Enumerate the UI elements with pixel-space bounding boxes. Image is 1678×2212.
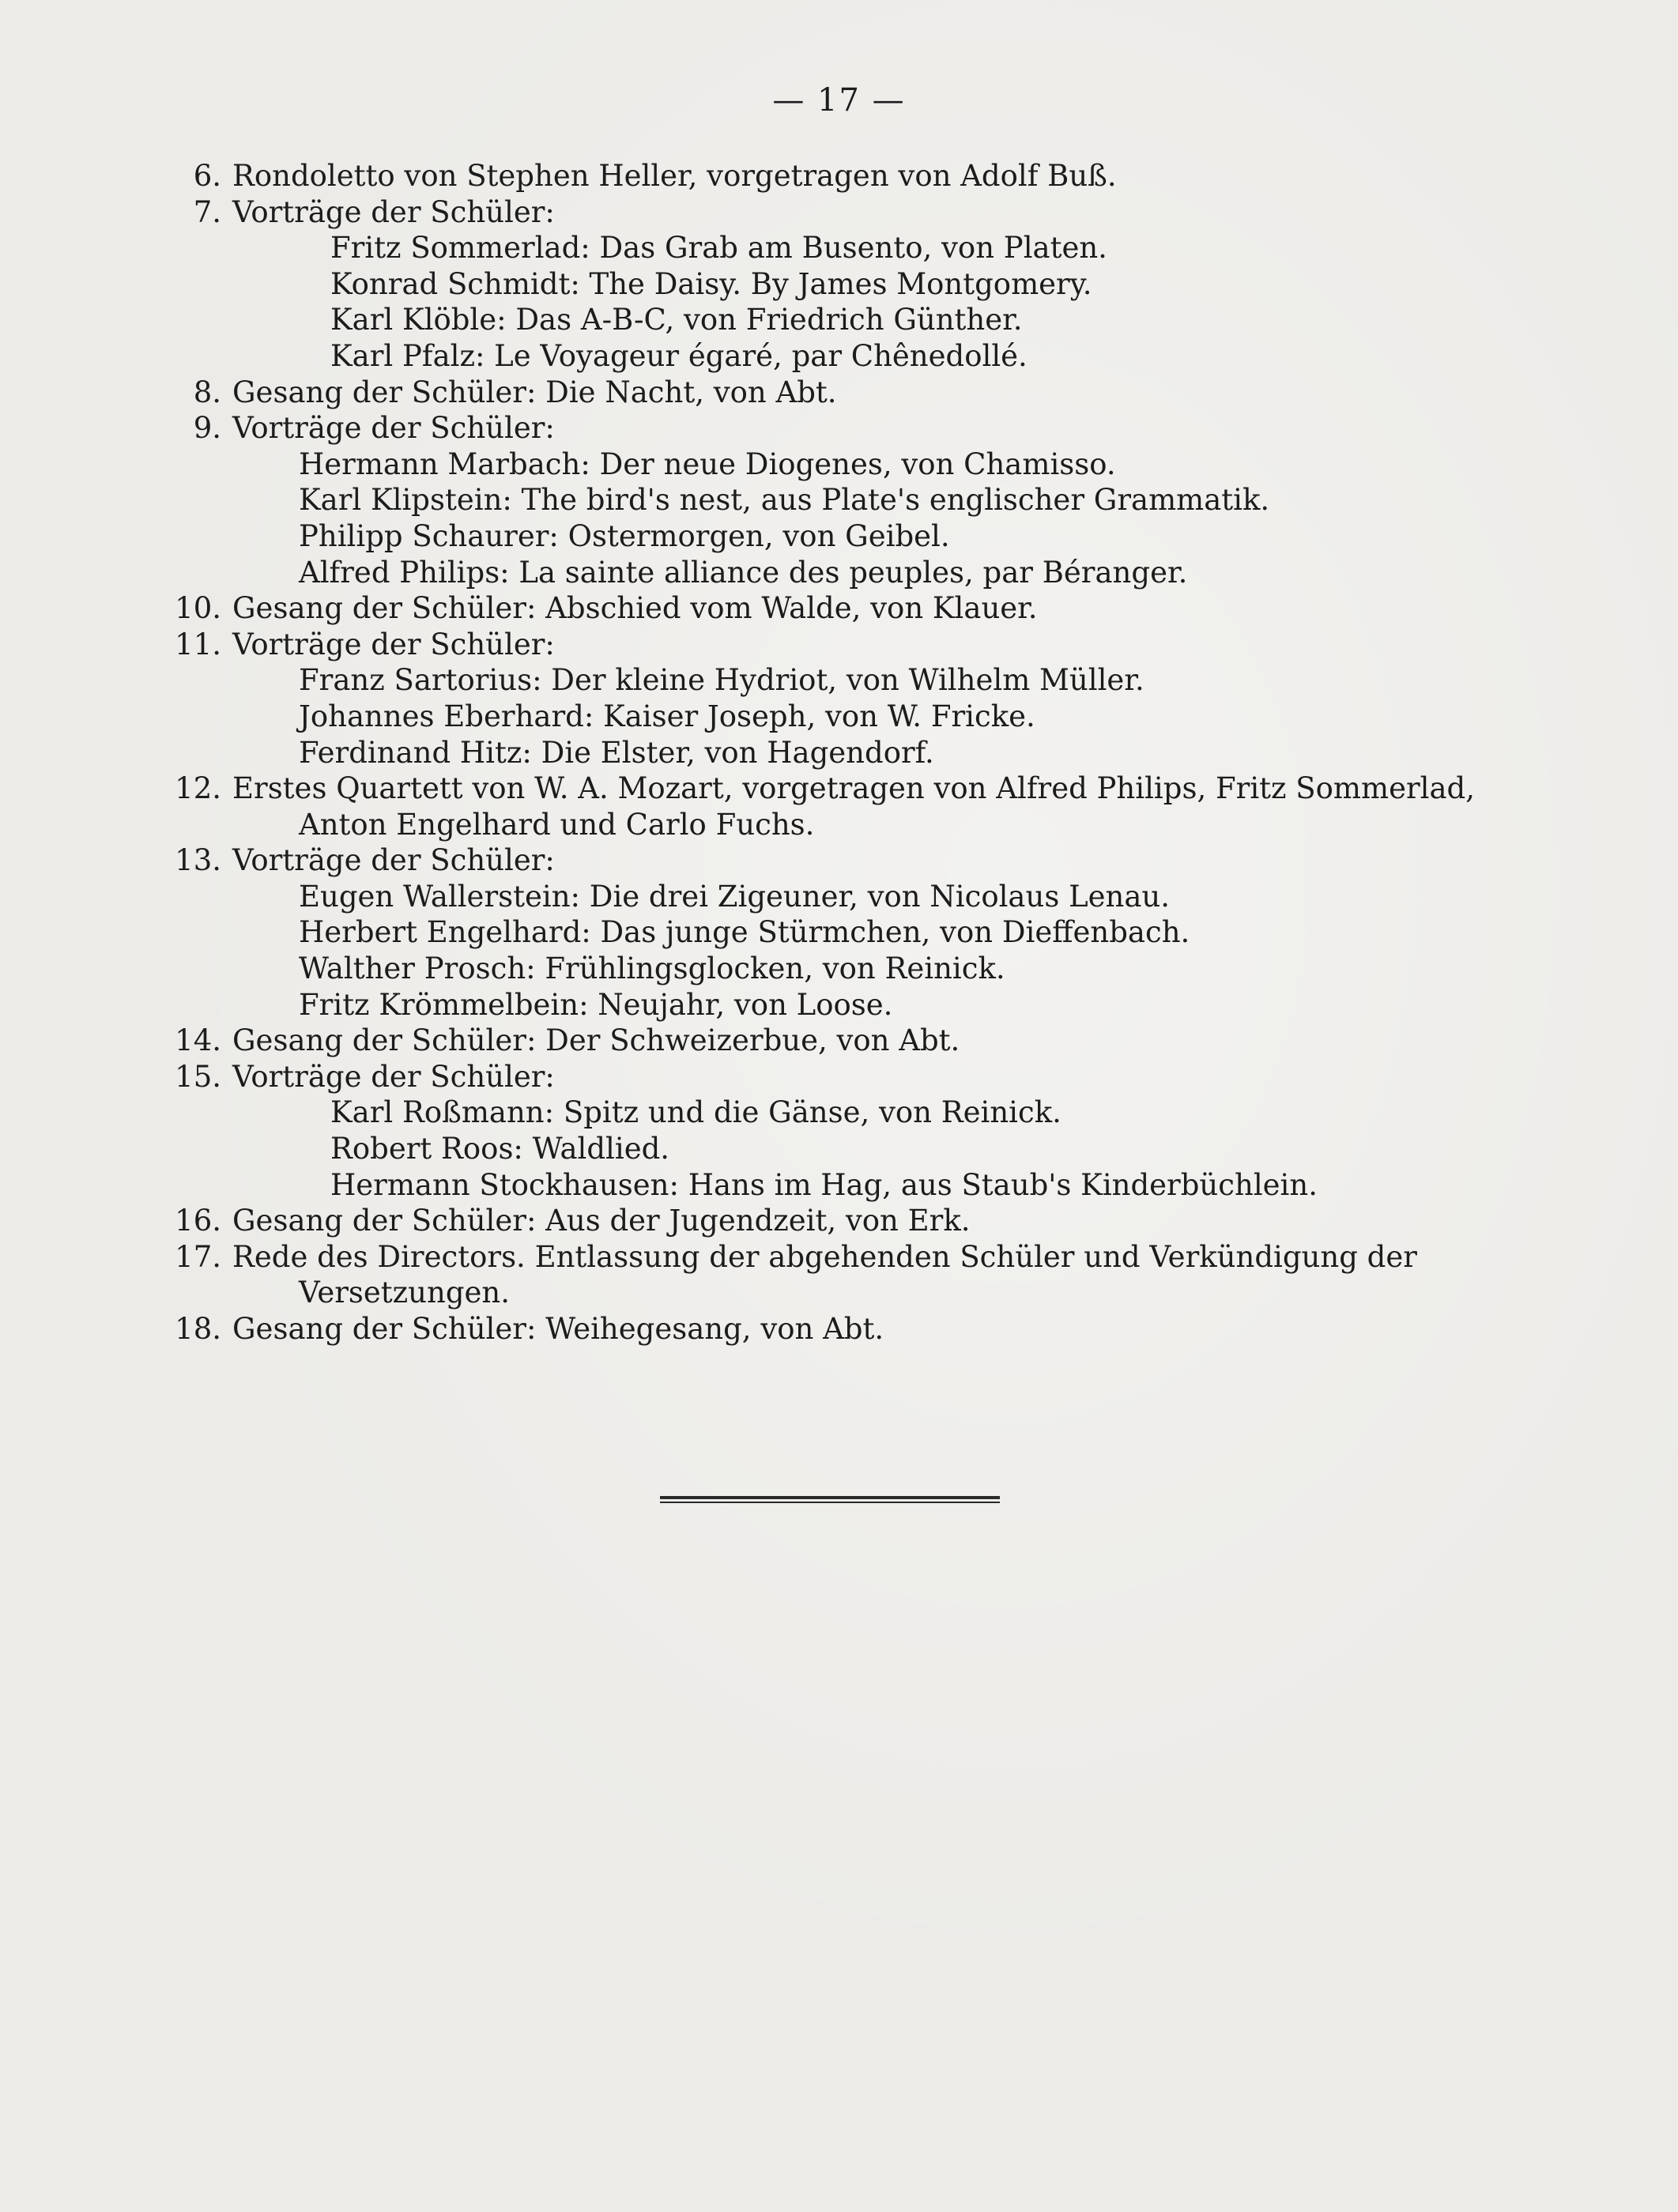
item-number: 6. bbox=[193, 159, 221, 193]
item-number: 13. bbox=[175, 843, 221, 878]
item-number: 7. bbox=[193, 194, 221, 229]
item-text: Robert Roos: Waldlied. bbox=[330, 1132, 670, 1166]
item-text: Fritz Krömmelbein: Neujahr, von Loose. bbox=[299, 987, 893, 1022]
program-item bbox=[166, 590, 1557, 627]
program-subitem bbox=[166, 230, 1557, 266]
item-text: Konrad Schmidt: The Daisy. By James Montgomery. bbox=[330, 266, 1092, 301]
program-subitem bbox=[166, 555, 1557, 591]
item-number: 14. bbox=[175, 1023, 221, 1058]
program-subitem bbox=[166, 914, 1557, 951]
item-number: 16. bbox=[175, 1204, 221, 1238]
program-item bbox=[166, 158, 1557, 194]
item-text: Walther Prosch: Frühlingsglocken, von Reinick. bbox=[299, 951, 1005, 986]
program-item bbox=[166, 1023, 1557, 1059]
rule-thin-line bbox=[660, 1502, 1000, 1503]
item-number: 12. bbox=[175, 771, 221, 806]
program-item bbox=[166, 410, 1557, 447]
item-text: Karl Roßmann: Spitz und die Gänse, von Reinick. bbox=[330, 1095, 1061, 1130]
program-subitem bbox=[166, 1095, 1557, 1131]
item-text: Gesang der Schüler: Die Nacht, von Abt. bbox=[232, 375, 837, 409]
item-text: Franz Sartorius: Der kleine Hydriot, von Wilhelm Müller. bbox=[299, 663, 1144, 698]
closing-double-rule bbox=[660, 1496, 1000, 1504]
item-number: 15. bbox=[175, 1059, 221, 1094]
program-subitem bbox=[166, 447, 1557, 483]
item-text: Anton Engelhard und Carlo Fuchs. bbox=[299, 807, 815, 842]
program-item bbox=[166, 771, 1557, 807]
program-item bbox=[166, 1203, 1557, 1239]
program-subitem bbox=[166, 987, 1557, 1023]
item-number: 9. bbox=[193, 411, 221, 446]
item-text: Herbert Engelhard: Das junge Stürmchen, von Dieffenbach. bbox=[299, 915, 1190, 950]
item-number: 8. bbox=[193, 375, 221, 409]
program-subitem bbox=[166, 338, 1557, 375]
item-number: 18. bbox=[175, 1312, 221, 1346]
item-text: Rondoletto von Stephen Heller, vorgetragen von Adolf Buß. bbox=[232, 159, 1117, 193]
program-subitem bbox=[166, 879, 1557, 915]
item-text: Rede des Directors. Entlassung der abgehenden Schüler und Verkündigung der bbox=[232, 1239, 1417, 1274]
item-text: Philipp Schaurer: Ostermorgen, von Geibel. bbox=[299, 518, 950, 553]
item-number: 17. bbox=[175, 1239, 221, 1274]
program-item bbox=[166, 375, 1557, 411]
item-text: Vorträge der Schüler: bbox=[232, 194, 555, 229]
item-text: Hermann Marbach: Der neue Diogenes, von Chamisso. bbox=[299, 447, 1116, 481]
program-list bbox=[166, 158, 1557, 1347]
item-text: Gesang der Schüler: Aus der Jugendzeit, von Erk. bbox=[232, 1204, 971, 1238]
program-subitem bbox=[166, 518, 1557, 555]
program-subitem bbox=[166, 735, 1557, 771]
item-text: Gesang der Schüler: Weihegesang, von Abt. bbox=[232, 1312, 884, 1346]
page-number: — 17 — bbox=[772, 82, 906, 119]
program-subitem bbox=[166, 482, 1557, 518]
program-subitem bbox=[166, 807, 1557, 843]
item-text: Gesang der Schüler: Abschied vom Walde, von Klauer. bbox=[232, 591, 1038, 626]
item-text: Vorträge der Schüler: bbox=[232, 1059, 555, 1094]
program-item bbox=[166, 194, 1557, 231]
item-text: Alfred Philips: La sainte alliance des peuples, par Béranger. bbox=[299, 555, 1188, 590]
program-item bbox=[166, 1311, 1557, 1347]
item-text: Vorträge der Schüler: bbox=[232, 411, 555, 446]
program-item bbox=[166, 1239, 1557, 1276]
item-text: Vorträge der Schüler: bbox=[232, 627, 555, 661]
rule-thick-line bbox=[660, 1496, 1000, 1499]
item-text: Fritz Sommerlad: Das Grab am Busento, von Platen. bbox=[330, 231, 1107, 266]
program-item bbox=[166, 842, 1557, 879]
item-text: Karl Pfalz: Le Voyageur égaré, par Chênedollé. bbox=[330, 338, 1028, 373]
program-item bbox=[166, 1059, 1557, 1095]
program-subitem bbox=[166, 1131, 1557, 1167]
program-subitem bbox=[166, 699, 1557, 735]
program-item bbox=[166, 627, 1557, 663]
item-text: Ferdinand Hitz: Die Elster, von Hagendorf. bbox=[299, 735, 934, 770]
item-text: Karl Klöble: Das A-B-C, von Friedrich Günther. bbox=[330, 303, 1023, 337]
item-text: Gesang der Schüler: Der Schweizerbue, von Abt. bbox=[232, 1023, 960, 1058]
program-subitem bbox=[166, 951, 1557, 987]
item-number: 11. bbox=[175, 627, 221, 661]
program-subitem bbox=[166, 662, 1557, 699]
item-text: Versetzungen. bbox=[299, 1276, 510, 1310]
item-text: Vorträge der Schüler: bbox=[232, 843, 555, 878]
program-subitem bbox=[166, 302, 1557, 338]
program-subitem bbox=[166, 1167, 1557, 1204]
item-text: Hermann Stockhausen: Hans im Hag, aus Staub's Kinderbüchlein. bbox=[330, 1167, 1318, 1202]
item-number: 10. bbox=[175, 591, 221, 626]
item-text: Erstes Quartett von W. A. Mozart, vorgetragen von Alfred Philips, Fritz Sommerlad, bbox=[232, 771, 1475, 806]
item-text: Johannes Eberhard: Kaiser Joseph, von W. Fricke. bbox=[299, 699, 1035, 733]
item-text: Eugen Wallerstein: Die drei Zigeuner, von Nicolaus Lenau. bbox=[299, 879, 1171, 914]
item-text: Karl Klipstein: The bird's nest, aus Plate's englischer Grammatik. bbox=[299, 483, 1270, 518]
program-subitem bbox=[166, 266, 1557, 303]
program-subitem bbox=[166, 1275, 1557, 1311]
